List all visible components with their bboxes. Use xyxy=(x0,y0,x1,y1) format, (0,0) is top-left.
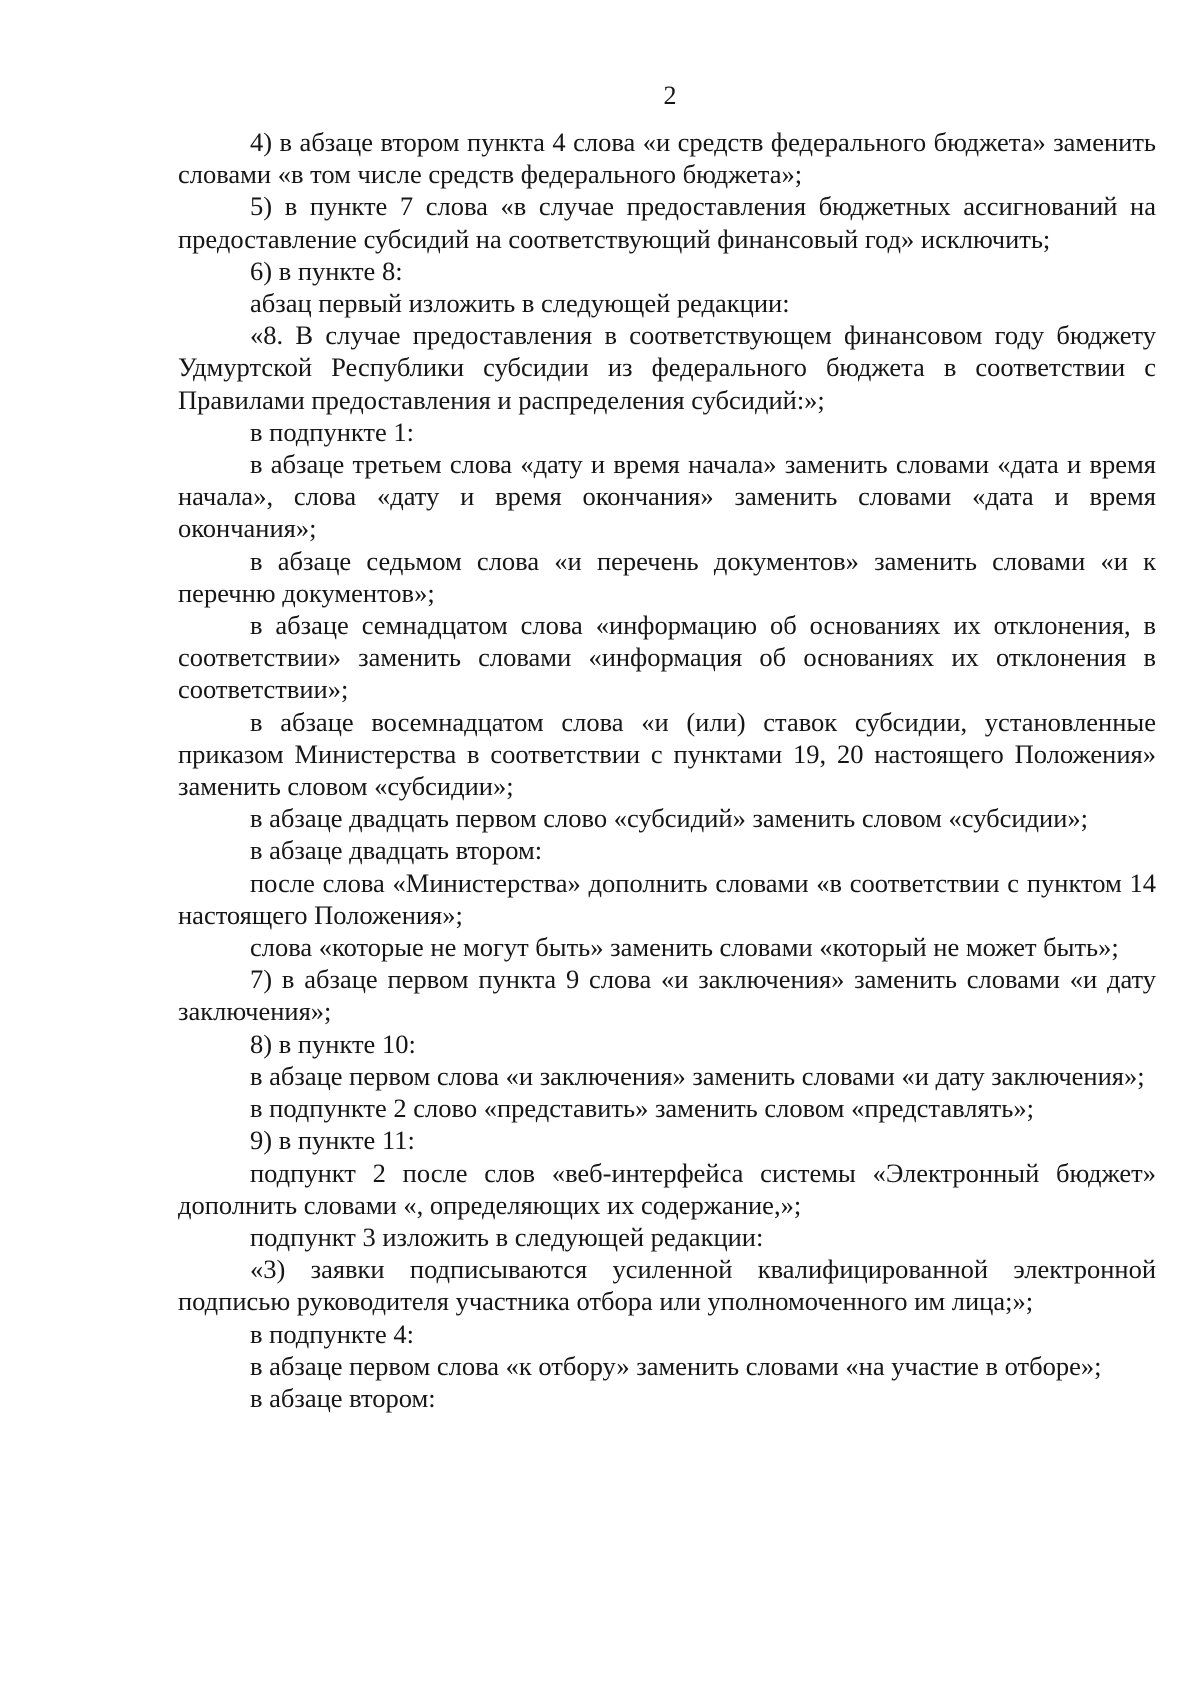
paragraph: в абзаце восемнадцатом слова «и (или) ставок субсидии, установленные приказом Министерства в соответствии с пунктами 19, 20 настоящего Положения» заменить словом «субсидии»; xyxy=(178,706,1156,802)
paragraph: в абзаце втором: xyxy=(250,1382,436,1413)
paragraph: абзац первый изложить в следующей редакции: xyxy=(250,288,790,319)
paragraph: в подпункте 2 слово «представить» заменить словом «представлять»; xyxy=(250,1093,1034,1124)
paragraph: в абзаце двадцать первом слово «субсидий» заменить словом «субсидии»; xyxy=(250,803,1089,834)
paragraph-amendment-8: 8) в пункте 10: xyxy=(250,1028,416,1059)
paragraph: подпункт 3 изложить в следующей редакции: xyxy=(250,1221,764,1252)
paragraph-amendment-6: 6) в пункте 8: xyxy=(250,255,403,286)
paragraph-quoted-subpoint-3: «3) заявки подписываются усиленной квалифицированной электронной подписью руководителя участника отбора или уполномоченного им лица;»; xyxy=(178,1254,1156,1317)
paragraph-amendment-7: 7) в абзаце первом пункта 9 слова «и заключения» заменить словами «и дату заключения»; xyxy=(178,964,1156,1027)
paragraph-quoted-point-8: «8. В случае предоставления в соответствующем финансовом году бюджету Удмуртской Республики субсидии из федерального бюджета в соответствии с Правилами предоставления и распределения субсидий:»; xyxy=(178,320,1156,415)
paragraph-amendment-5: 5) в пункте 7 слова «в случае предоставления бюджетных ассигнований на предоставление субсидий на соответствующий финансовый год» исключить; xyxy=(178,191,1156,254)
paragraph-amendment-9: 9) в пункте 11: xyxy=(250,1125,415,1156)
paragraph: в подпункте 1: xyxy=(250,416,415,447)
paragraph: в подпункте 4: xyxy=(250,1318,415,1349)
paragraph: в абзаце седьмом слова «и перечень документов» заменить словами «и к перечню документов»; xyxy=(178,545,1156,608)
paragraph: в абзаце двадцать втором: xyxy=(250,835,543,866)
paragraph: после слова «Министерства» дополнить словами «в соответствии с пунктом 14 настоящего Положения»; xyxy=(178,867,1156,930)
paragraph-amendment-4: 4) в абзаце втором пункта 4 слова «и средств федерального бюджета» заменить словами «в том числе средств федерального бюджета»; xyxy=(178,127,1156,190)
paragraph: подпункт 2 после слов «веб-интерфейса системы «Электронный бюджет» дополнить словами «, определяющих их содержание,»; xyxy=(178,1157,1156,1220)
page-number: 2 xyxy=(663,81,677,110)
paragraph: в абзаце семнадцатом слова «информацию об основаниях их отклонения, в соответствии» заменить словами «информация об основаниях их отклонения в соответствии»; xyxy=(178,610,1156,705)
paragraph: в абзаце первом слова «к отбору» заменить словами «на участие в отборе»; xyxy=(250,1350,1102,1381)
paragraph: слова «которые не могут быть» заменить словами «который не может быть»; xyxy=(250,932,1119,963)
document-body xyxy=(178,126,1156,1414)
paragraph: в абзаце первом слова «и заключения» заменить словами «и дату заключения»; xyxy=(250,1060,1145,1091)
paragraph: в абзаце третьем слова «дату и время начала» заменить словами «дата и время начала», слова «дату и время окончания» заменить словами «дата и время окончания»; xyxy=(178,449,1156,544)
